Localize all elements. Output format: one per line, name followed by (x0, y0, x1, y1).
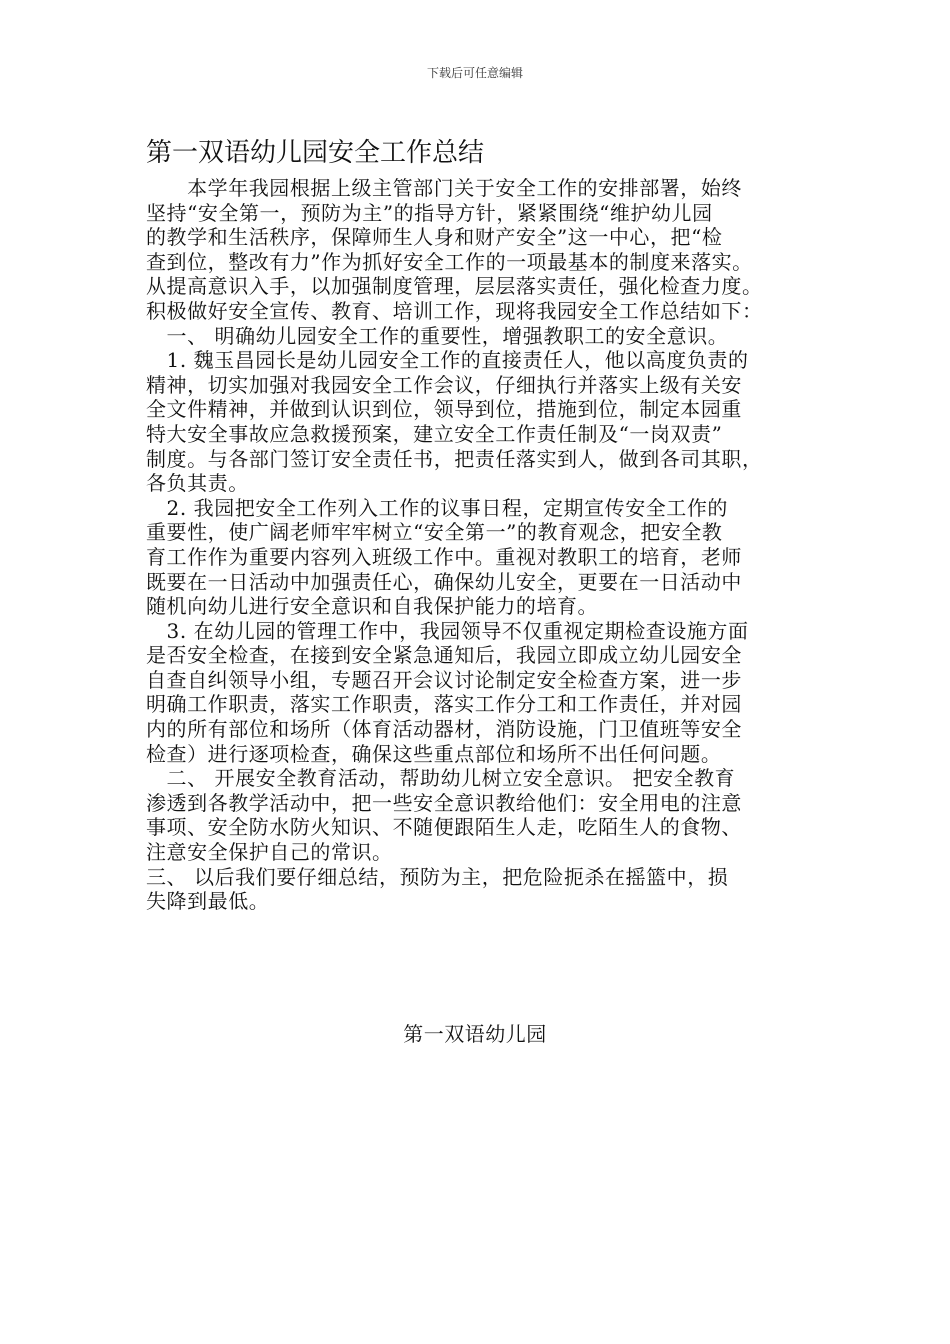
section-heading-3: 三、 以后我们要仔细总结，预防为主，把危险扼杀在摇篮中，损 (146, 864, 729, 889)
body-line: 从提高意识入手，以加强制度管理，层层落实责任，强化检查力度。 (146, 274, 763, 299)
document-signature: 第一双语幼儿园 (403, 1022, 547, 1046)
body-line: 内的所有部位和场所（体育活动器材，消防设施，门卫值班等安全 (146, 717, 742, 742)
body-line: 渗透到各教学活动中，把一些安全意识教给他们：安全用电的注意 (146, 790, 742, 815)
body-line: 育工作作为重要内容列入班级工作中。重视对教职工的培育，老师 (146, 544, 742, 569)
item-1-line: 1. 魏玉昌园长是幼儿园安全工作的直接责任人，他以高度负责的 (146, 348, 749, 373)
item-2-line: 2. 我园把安全工作列入工作的议事日程，定期宣传安全工作的 (146, 495, 728, 520)
body-line: 的教学和生活秩序，保障师生人身和财产安全”这一中心，把“检 (146, 225, 723, 250)
body-line: 本学年我园根据上级主管部门关于安全工作的安排部署，始终 (146, 176, 742, 200)
body-line: 坚持“安全第一，预防为主”的指导方针，紧紧围绕“维护幼儿园 (146, 200, 713, 225)
body-line: 精神，切实加强对我园安全工作会议，仔细执行并落实上级有关安 (146, 372, 742, 397)
body-line: 特大安全事故应急救援预案，建立安全工作责任制及“一岗双责” (146, 421, 723, 446)
body-line: 重要性，使广阔老师牢牢树立“安全第一”的教育观念，把安全教 (146, 520, 723, 545)
section-heading-1: 一、 明确幼儿园安全工作的重要性，增强教职工的安全意识。 (146, 323, 729, 348)
body-line: 自查自纠领导小组，专题召开会议讨论制定安全检查方案，进一步 (146, 667, 742, 692)
body-line: 检查）进行逐项检查，确保这些重点部位和场所不出任何问题。 (146, 741, 722, 766)
body-line: 随机向幼儿进行安全意识和自我保护能力的培育。 (146, 594, 599, 619)
body-line: 全文件精神，并做到认识到位，领导到位，措施到位，制定本园重 (146, 397, 742, 422)
item-3-line: 3. 在幼儿园的管理工作中，我园领导不仅重视定期检查设施方面 (146, 618, 749, 643)
body-line: 事项、安全防水防火知识、不随便跟陌生人走，吃陌生人的食物、 (146, 815, 742, 840)
body-line: 是否安全检查，在接到安全紧急通知后，我园立即成立幼儿园安全 (146, 643, 742, 668)
body-line: 查到位，整改有力”作为抓好安全工作的一项最基本的制度来落实。 (146, 249, 753, 274)
body-line: 既要在一日活动中加强责任心，确保幼儿安全，更要在一日活动中 (146, 569, 742, 594)
body-line: 明确工作职责，落实工作职责，落实工作分工和工作责任，并对园 (146, 692, 742, 717)
document-body (146, 176, 810, 914)
body-line: 各负其责。 (146, 471, 249, 496)
document-title: 第一双语幼儿园安全工作总结 (146, 138, 485, 168)
body-line: 积极做好安全宣传、教育、培训工作，现将我园安全工作总结如下： (146, 298, 763, 323)
body-line: 注意安全保护自己的常识。 (146, 840, 393, 865)
body-line: 失降到最低。 (146, 889, 270, 914)
section-heading-2: 二、 开展安全教育活动，帮助幼儿树立安全意识。 把安全教育 (146, 766, 736, 791)
body-line: 制度。与各部门签订安全责任书，把责任落实到人，做到各司其职， (146, 446, 763, 471)
page-header-note: 下载后可任意编辑 (426, 66, 523, 80)
